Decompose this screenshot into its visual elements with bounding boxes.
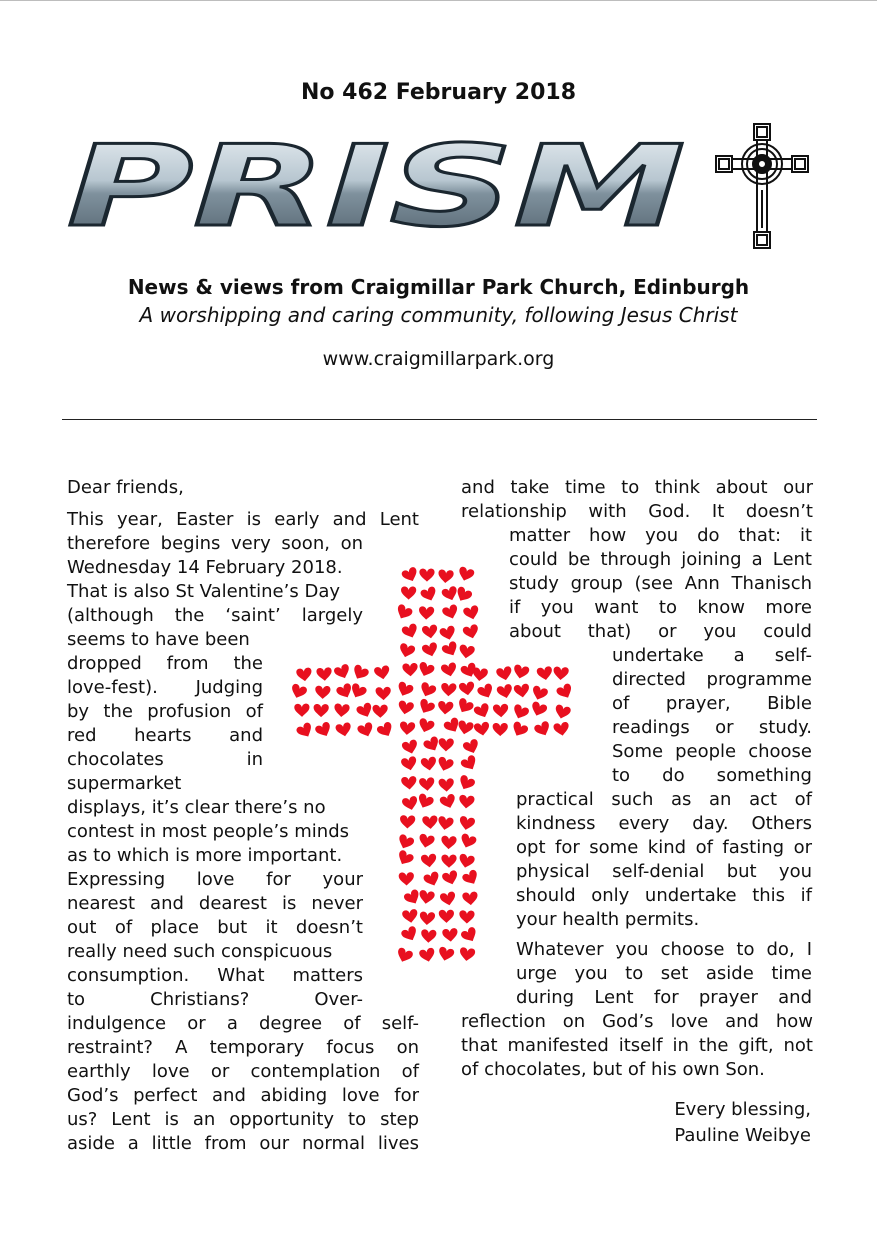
heart-icon <box>402 909 419 924</box>
letter-left-line: out of place but it doesn’t <box>67 917 363 938</box>
heart-icon <box>375 687 391 701</box>
heart-icon <box>458 795 474 810</box>
letter-right-line: during Lent for prayer and <box>516 987 812 1008</box>
heart-icon <box>441 604 460 621</box>
heart-icon <box>439 793 458 810</box>
letter-left-line: That is also St Valentine’s Day <box>67 581 340 602</box>
tagline: News & views from Craigmillar Park Church, Edinburgh <box>127 275 750 299</box>
letter-right-line: study group (see Ann Thanisch <box>509 573 812 594</box>
motto: A worshipping and caring community, following Jesus Christ <box>139 303 738 327</box>
heart-icon <box>460 926 480 945</box>
prism-masthead-logo <box>64 135 689 235</box>
letter-left-line: indulgence or a degree of self- <box>67 1013 419 1034</box>
heart-icon <box>372 704 388 718</box>
heart-icon <box>348 682 367 700</box>
letter-right-line: urge you to set aside time <box>516 963 812 984</box>
letter-right-line: should only undertake this if <box>516 885 812 906</box>
heart-icon <box>374 665 391 681</box>
heart-icon <box>493 704 509 718</box>
heart-icon <box>396 833 415 851</box>
letter-right-line: undertake a self- <box>612 645 812 666</box>
heart-icon <box>512 664 530 680</box>
letter-left-line: Expressing love for your <box>67 869 363 890</box>
heart-icon <box>553 721 570 737</box>
heart-icon <box>530 685 549 702</box>
heart-icon <box>513 683 530 698</box>
heart-icon <box>455 697 475 716</box>
heart-icon <box>438 778 454 792</box>
letter-left-line: (although the ‘saint’ largely <box>67 605 363 626</box>
letter-left-line: love-fest). Judging <box>67 677 263 698</box>
heart-icon <box>459 833 478 850</box>
letter-right-line: opt for some kind of fasting or <box>516 837 812 858</box>
heart-icon <box>400 925 419 943</box>
letter-left-line: as to which is more important. <box>67 845 343 866</box>
heart-icon <box>395 681 414 699</box>
letter-left-line: contest in most people’s minds <box>67 821 350 842</box>
heart-icon <box>399 721 415 735</box>
letter-right-line: matter how you do that: it <box>509 525 812 546</box>
heart-icon <box>553 704 571 721</box>
heart-icon <box>419 606 435 620</box>
heart-icon <box>417 661 436 678</box>
heart-icon <box>457 720 475 736</box>
heart-icon <box>402 663 418 677</box>
heart-icon <box>457 566 475 583</box>
heart-icon <box>511 703 530 721</box>
heart-icon <box>438 738 454 752</box>
heart-icon <box>441 869 459 886</box>
heart-icon <box>400 815 416 829</box>
heart-icon <box>421 929 437 943</box>
letter-right-line: your health permits. <box>516 909 700 930</box>
letter-left-line: supermarket <box>67 773 182 794</box>
heart-icon <box>419 569 434 582</box>
heart-icon <box>459 947 476 962</box>
letter-left-line: restraint? A temporary focus on <box>67 1037 419 1058</box>
heart-icon <box>376 721 396 740</box>
heart-icon <box>401 776 417 791</box>
heart-icon <box>403 888 423 907</box>
heart-icon <box>399 872 415 886</box>
heart-icon <box>421 624 438 639</box>
letter-greeting: Dear friends, <box>67 477 184 498</box>
heart-icon <box>529 701 548 718</box>
letter-right-line: if you want to know more <box>509 597 812 618</box>
heart-icon <box>555 683 574 702</box>
letter-right-line: physical self-denial but you <box>516 861 812 882</box>
letter-right-line: could be through joining a Lent <box>509 549 812 570</box>
heart-icon <box>335 682 354 700</box>
heart-icon <box>533 720 552 738</box>
heart-icon <box>350 664 370 683</box>
heart-icon <box>461 869 481 888</box>
heart-icon <box>294 704 309 717</box>
heart-icon <box>401 795 419 811</box>
letter-left-line: aside a little from our normal lives <box>67 1133 419 1154</box>
heart-icon <box>419 947 437 963</box>
heart-icon <box>335 722 353 738</box>
heart-icon <box>395 947 414 965</box>
heart-icon <box>496 683 514 700</box>
letter-left-line: really need such conspicuous <box>67 941 333 962</box>
heart-icon <box>441 683 457 697</box>
heart-icon <box>397 700 414 716</box>
heart-icon <box>473 721 490 737</box>
heart-icon <box>472 667 489 682</box>
letter-signature: Pauline Weibye <box>674 1125 811 1146</box>
heart-icon <box>422 735 442 754</box>
heart-icon <box>458 681 475 696</box>
heart-icon <box>536 666 553 682</box>
heart-icon <box>458 644 475 659</box>
heart-icon <box>313 704 328 717</box>
heart-icon <box>476 682 495 700</box>
heart-icon <box>423 871 442 889</box>
heart-icon <box>417 717 435 734</box>
heart-icon <box>417 698 436 717</box>
letter-left-line: therefore begins very soon, on <box>67 533 363 554</box>
letter-left-line: seems to have been <box>67 629 250 650</box>
heart-icon <box>454 586 474 605</box>
heart-icon <box>458 816 475 832</box>
letter-right-line: of prayer, Bible <box>612 693 812 714</box>
heart-icon <box>437 701 453 715</box>
heart-icon <box>355 702 374 720</box>
heart-icon <box>292 683 308 700</box>
heart-icon <box>334 703 350 717</box>
heart-icon <box>462 738 481 756</box>
heart-icon <box>473 702 492 720</box>
heart-icon <box>457 774 476 792</box>
heart-icon <box>553 666 569 680</box>
heart-icon <box>315 686 331 700</box>
heart-icon <box>440 662 458 678</box>
letter-left-line: displays, it’s clear there’s no <box>67 797 326 818</box>
letter-right-line: that manifested itself in the gift, not <box>461 1035 813 1056</box>
heart-icon <box>462 605 480 622</box>
letter-left-line: us? Lent is an opportunity to step <box>67 1109 419 1130</box>
heart-icon <box>401 566 420 584</box>
heart-icon <box>420 586 439 604</box>
heart-icon <box>439 625 457 642</box>
heart-icon <box>436 756 454 773</box>
heart-icon <box>419 777 435 791</box>
heart-icon <box>439 910 454 923</box>
heart-icon <box>510 720 529 739</box>
letter-left-line: consumption. What matters <box>67 965 363 986</box>
letter-right-line: of chocolates, but of his own Son. <box>461 1059 765 1080</box>
heart-icon <box>401 739 419 756</box>
letter-right-line: Whatever you choose to do, I <box>516 939 812 960</box>
heart-icon <box>316 667 332 681</box>
letter-right-line: kindness every day. Others <box>516 813 812 834</box>
letter-left-line: God’s perfect and abiding love for <box>67 1085 419 1106</box>
letter-left-line: by the profusion of <box>67 701 263 722</box>
letter-left-line: to Christians? Over- <box>67 989 363 1010</box>
letter-right-line: about that) or you could <box>509 621 812 642</box>
heart-icon <box>419 911 435 925</box>
letter-right-line: Some people choose <box>612 741 812 762</box>
letter-right-line: to do something <box>612 765 812 786</box>
header-divider <box>62 419 817 420</box>
heart-icon <box>418 890 435 905</box>
letter-left-line: earthly love or contemplation of <box>67 1061 419 1082</box>
heart-icon <box>437 946 455 962</box>
heart-icon <box>437 816 454 832</box>
letter-right-line: readings or study. <box>612 717 812 738</box>
heart-icon <box>421 642 439 659</box>
heart-icon <box>438 569 454 583</box>
heart-icon <box>442 928 458 943</box>
heart-icon <box>395 849 415 868</box>
heart-icon <box>439 891 457 907</box>
heart-icon <box>462 624 480 641</box>
letter-left-line: dropped from the <box>67 653 263 674</box>
heart-icon <box>398 642 416 659</box>
heart-icon <box>356 721 375 739</box>
heart-icon <box>420 756 437 771</box>
letter-left-line: chocolates in <box>67 749 263 770</box>
heart-icon <box>295 721 315 740</box>
heart-icon <box>462 891 478 906</box>
celtic-cross-icon <box>712 120 812 252</box>
heart-icon <box>418 833 436 849</box>
letter-right-line: relationship with God. It doesn’t <box>461 501 813 522</box>
heart-icon <box>496 666 514 682</box>
heart-icon <box>421 853 438 868</box>
masthead-text: PRISM <box>67 135 685 235</box>
issue-number: No 462 February 2018 <box>300 80 576 105</box>
heart-icon <box>418 681 437 699</box>
heart-icon <box>441 585 460 602</box>
letter-left-line: red hearts and <box>67 725 263 746</box>
heart-icon <box>333 663 352 681</box>
heart-icon <box>416 793 435 811</box>
heart-icon <box>401 623 420 641</box>
letter-left-line: nearest and dearest is never <box>67 893 363 914</box>
letter-signoff: Every blessing, <box>674 1099 811 1120</box>
heart-icon <box>296 667 313 682</box>
heart-icon <box>441 855 456 868</box>
heart-icon <box>441 836 457 850</box>
heart-icon <box>458 853 476 869</box>
heart-icon <box>394 603 413 622</box>
heart-icon <box>493 723 508 736</box>
letter-right-line: reflection on God’s love and how <box>461 1011 813 1032</box>
website-link[interactable]: www.craigmillarpark.org <box>322 348 555 370</box>
letter-right-line: practical such as an act of <box>516 789 812 810</box>
heart-icon <box>459 910 474 923</box>
heart-icon <box>460 754 480 773</box>
page-top-border <box>0 0 877 1</box>
heart-icon <box>400 756 418 772</box>
heart-icon <box>422 815 438 829</box>
letter-right-line: and take time to think about our <box>461 477 813 498</box>
letter-left-line: Wednesday 14 February 2018. <box>67 557 343 578</box>
heart-icon <box>441 640 460 659</box>
letter-right-line: directed programme <box>612 669 812 690</box>
heart-icon <box>314 721 333 739</box>
letter-left-line: This year, Easter is early and Lent <box>67 509 419 530</box>
heart-icon <box>401 587 416 600</box>
